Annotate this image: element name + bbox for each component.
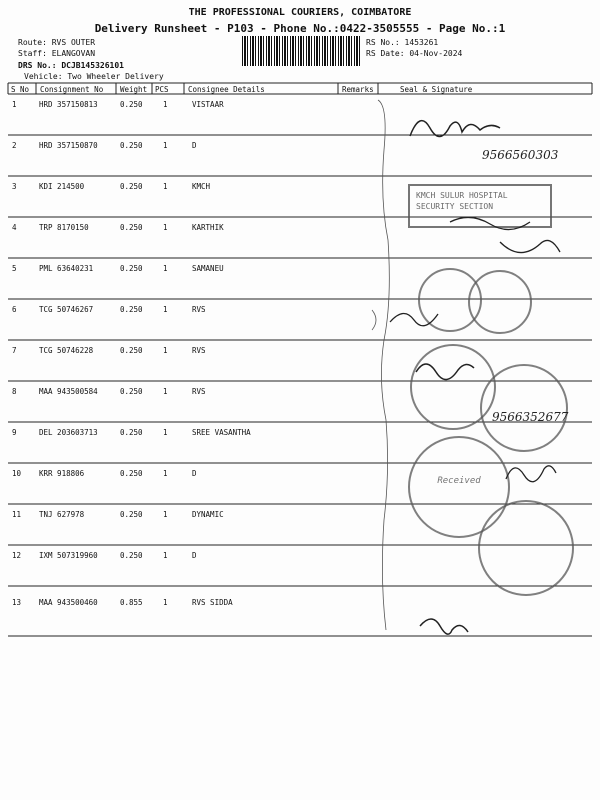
- row-sno: 3: [12, 182, 17, 191]
- signature-row-4: [440, 212, 580, 272]
- row-sno: 1: [12, 100, 17, 109]
- row-consignee: KMCH: [192, 182, 211, 191]
- row-sno: 2: [12, 141, 17, 150]
- row-weight: 0.250: [120, 510, 143, 519]
- row-pcs: 1: [163, 551, 168, 560]
- row-weight: 0.250: [120, 223, 143, 232]
- row-consignment: DEL 203603713: [39, 428, 98, 437]
- route-label: Route: RVS OUTER: [18, 38, 96, 47]
- row-consignee: VISTAAR: [192, 100, 224, 109]
- row-sno: 5: [12, 264, 17, 273]
- row-weight: 0.250: [120, 387, 143, 396]
- column-header-seal: Seal & Signature: [400, 85, 473, 94]
- table-row: [0, 346, 600, 358]
- row-sno: 8: [12, 387, 17, 396]
- row-pcs: 1: [163, 428, 168, 437]
- row-sno: 9: [12, 428, 17, 437]
- column-header-pcs: PCS: [155, 85, 169, 94]
- handwritten-phone-2: 9566352677: [492, 410, 569, 424]
- column-header-sno: S No: [11, 85, 30, 94]
- row-pcs: 1: [163, 223, 168, 232]
- rs-number: RS No.: 1453261: [366, 38, 439, 47]
- row-pcs: 1: [163, 305, 168, 314]
- rs-date: RS Date: 04-Nov-2024: [366, 49, 463, 58]
- row-pcs: 1: [163, 387, 168, 396]
- column-header-remarks: Remarks: [342, 85, 374, 94]
- document-title: THE PROFESSIONAL COURIERS, COIMBATORE: [188, 7, 412, 18]
- row-sno: 11: [12, 510, 22, 519]
- column-header-consignee: Consignee Details: [188, 85, 265, 94]
- signature-row-13: [412, 610, 472, 640]
- row-consignment: HRD 357150870: [39, 141, 98, 150]
- vehicle-label: Vehicle: Two Wheeler Delivery: [24, 72, 164, 81]
- handwritten-phone-1: 9566560303: [482, 148, 559, 162]
- row-consignment: MAA 943500460: [39, 598, 98, 607]
- column-header-consignment: Consignment No: [40, 85, 104, 94]
- row-consignment: TNJ 627978: [39, 510, 85, 519]
- row-consignee: D: [192, 469, 197, 478]
- row-weight: 0.250: [120, 469, 143, 478]
- kmch-stamp-text: KMCH SULUR HOSPITAL SECURITY SECTION: [416, 191, 508, 211]
- drs-label: DRS No.: DCJB145326101: [18, 61, 124, 70]
- row-sno: 13: [12, 598, 22, 607]
- row-pcs: 1: [163, 141, 168, 150]
- seal-row-8b: [480, 364, 568, 452]
- row-weight: 0.250: [120, 428, 143, 437]
- row-pcs: 1: [163, 598, 168, 607]
- row-consignment: PML 63640231: [39, 264, 94, 273]
- row-weight: 0.250: [120, 305, 143, 314]
- seal-row-6b: [468, 270, 532, 334]
- row-consignee: RVS: [192, 346, 206, 355]
- row-consignee: SAMANEU: [192, 264, 224, 273]
- row-weight: 0.250: [120, 182, 143, 191]
- seal-row-11: [478, 500, 574, 596]
- row-sno: 12: [12, 551, 22, 560]
- document-subtitle: Delivery Runsheet - P103 - Phone No.:0422-3505555 - Page No.:1: [94, 22, 506, 35]
- signature-row-6: [384, 300, 444, 330]
- row-sno: 10: [12, 469, 22, 478]
- row-consignment: IXM 507319960: [39, 551, 98, 560]
- row-weight: 0.250: [120, 141, 143, 150]
- row-consignment: MAA 943500584: [39, 387, 98, 396]
- row-pcs: 1: [163, 264, 168, 273]
- signature-row-7: [410, 352, 480, 382]
- row-pcs: 1: [163, 346, 168, 355]
- table-row: [0, 100, 600, 112]
- row-consignment: TCG 50746228: [39, 346, 94, 355]
- row-sno: 4: [12, 223, 17, 232]
- row-consignee: RVS SIDDA: [192, 598, 233, 607]
- signature-row-10: [500, 455, 560, 485]
- row-pcs: 1: [163, 100, 168, 109]
- row-pcs: 1: [163, 510, 168, 519]
- received-stamp-text: Received: [437, 476, 481, 486]
- row-sno: 6: [12, 305, 17, 314]
- row-consignment: KDI 214500: [39, 182, 85, 191]
- row-consignment: KRR 918806: [39, 469, 85, 478]
- row-consignee: SREE VASANTHA: [192, 428, 251, 437]
- row-weight: 0.250: [120, 100, 143, 109]
- row-consignee: DYNAMIC: [192, 510, 224, 519]
- row-consignee: D: [192, 141, 197, 150]
- column-header-weight: Weight: [120, 85, 148, 94]
- row-weight: 0.250: [120, 264, 143, 273]
- row-pcs: 1: [163, 182, 168, 191]
- row-consignee: D: [192, 551, 197, 560]
- signature-row-1: [400, 108, 510, 148]
- row-consignment: HRD 357150813: [39, 100, 98, 109]
- row-consignee: KARTHIK: [192, 223, 224, 232]
- row-consignment: TRP 8170150: [39, 223, 89, 232]
- table-row: [0, 598, 600, 610]
- row-weight: 0.855: [120, 598, 143, 607]
- row-weight: 0.250: [120, 346, 143, 355]
- staff-label: Staff: ELANGOVAN: [18, 49, 96, 58]
- row-weight: 0.250: [120, 551, 143, 560]
- row-consignee: RVS: [192, 305, 206, 314]
- row-consignment: TCG 50746267: [39, 305, 94, 314]
- row-pcs: 1: [163, 469, 168, 478]
- row-sno: 7: [12, 346, 17, 355]
- row-consignee: RVS: [192, 387, 206, 396]
